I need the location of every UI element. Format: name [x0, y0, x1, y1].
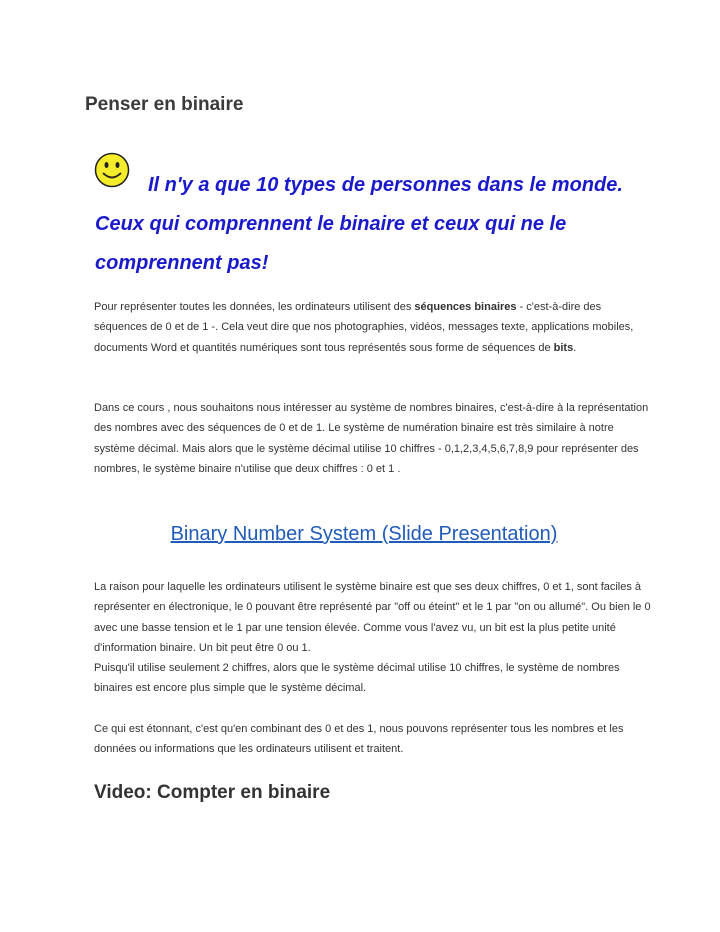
course-paragraph: Dans ce cours , nous souhaitons nous intéresser au système de nombres binaires, c'est-à-dire à la représentation des nombres avec des séquences de 0 et de 1. Le système de numération binaire est très similaire à notre système décimal. Mais alors que le système décimal utilise 10 chiffres - 0,1,2,3,4,5,6,7,8,9 pour représenter des nombres, le système binaire n'utilise que deux chiffres : 0 et 1 . — [94, 402, 649, 475]
binary-sequences-term: séquences binaires — [414, 301, 517, 313]
binary-number-system-link[interactable]: Binary Number System (Slide Presentation) — [170, 523, 558, 545]
reason-paragraph — [94, 577, 654, 699]
binary-joke-quote: Il n'y a que 10 types de personnes dans le monde. Ceux qui comprennent le binaire et ceux qui ne le comprennent pas! — [95, 174, 623, 274]
video-heading: Video: Compter en binaire — [94, 782, 331, 803]
reason-text-1: La raison pour laquelle les ordinateurs utilisent le système binaire est que ses deux chiffres, 0 et 1, sont faciles à représenter en électronique, le 0 pouvant être représenté par "off ou éteint" et le 1 par "on ou allumé". Ou bien le 0 avec une basse tension et le 1 par une tension élevée. Comme vous l'avez vu, un bit est la plus petite unité d'information binaire. Un bit peut être 0 ou 1. — [94, 581, 651, 654]
page-title: Penser en binaire — [85, 94, 244, 115]
intro-text-2: - c'est-à-dire des séquences de 0 et de 1 -. Cela veut dire que nos photographies, vidéos, messages texte, applications mobiles, documents Word et quantités numériques sont tous représentés sous forme de séquences de — [94, 301, 634, 354]
amazing-paragraph: Ce qui est étonnant, c'est qu'en combinant des 0 et des 1, nous pouvons représenter tous les nombres et les données ou informations que les ordinateurs utilisent et traitent. — [94, 723, 624, 756]
intro-text-1: Pour représenter toutes les données, les ordinateurs utilisent des — [94, 301, 415, 313]
bits-term: bits — [553, 341, 574, 354]
reason-text-2: Puisqu'il utilise seulement 2 chiffres, alors que le système décimal utilise 10 chiffres, le système de nombres binaires est encore plus simple que le système décimal. — [94, 662, 620, 695]
intro-text-3: . — [573, 341, 577, 354]
intro-paragraph — [94, 297, 654, 358]
